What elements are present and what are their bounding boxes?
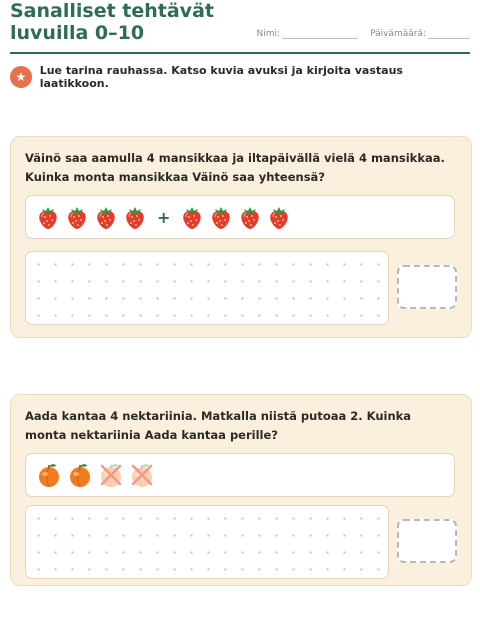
name-line bbox=[282, 30, 358, 39]
strawberry-icon bbox=[267, 204, 291, 230]
name-label: Nimi: bbox=[256, 29, 281, 39]
task-1-question: Väinö saa aamulla 4 mansikkaa ja iltapäivällä vielä 4 mansikkaa. Kuinka monta mansikkaa Väinö saa yhteensä? bbox=[25, 151, 445, 184]
title-line-2: luvuilla 0–10 bbox=[10, 22, 145, 44]
star-icon: ★ bbox=[10, 66, 32, 88]
strawberry-icon bbox=[36, 204, 60, 230]
name-field[interactable] bbox=[257, 29, 359, 39]
nectarine-icon bbox=[67, 462, 93, 488]
task-1-answer-box[interactable] bbox=[397, 265, 457, 309]
task-2-pictures bbox=[25, 453, 455, 497]
task-card-2 bbox=[10, 394, 472, 586]
dropped-nectarine-icon bbox=[98, 462, 124, 488]
worksheet-title bbox=[10, 0, 214, 44]
date-label: Päivämäärä: bbox=[370, 29, 426, 39]
task-1-pictures bbox=[25, 195, 455, 239]
date-line bbox=[428, 30, 470, 39]
nectarine-icon bbox=[36, 462, 62, 488]
strawberry-icon bbox=[209, 204, 233, 230]
strawberry-icon bbox=[238, 204, 262, 230]
title-line-1: Sanalliset tehtävät bbox=[10, 0, 214, 22]
meta-fields bbox=[257, 29, 470, 39]
plus-sign: + bbox=[157, 207, 171, 227]
task-card-1 bbox=[10, 136, 472, 338]
instruction-text: Lue tarina rauhassa. Katso kuvia avuksi ja kirjoita vastaus laatikkoon. bbox=[39, 64, 403, 90]
dropped-nectarine-icon bbox=[129, 462, 155, 488]
task-1-work-area[interactable] bbox=[25, 251, 389, 325]
date-field[interactable] bbox=[370, 29, 470, 39]
task-2-question: Aada kantaa 4 nektariinia. Matkalla niistä putoaa 2. Kuinka monta nektariinia Aada kantaa perille? bbox=[25, 409, 412, 442]
instruction-row bbox=[10, 64, 470, 90]
worksheet-header bbox=[10, 0, 470, 54]
task-2-answer-box[interactable] bbox=[397, 519, 457, 563]
strawberry-icon bbox=[65, 204, 89, 230]
strawberry-icon bbox=[94, 204, 118, 230]
task-2-work-area[interactable] bbox=[25, 505, 389, 579]
strawberry-icon bbox=[123, 204, 147, 230]
strawberry-icon bbox=[180, 204, 204, 230]
